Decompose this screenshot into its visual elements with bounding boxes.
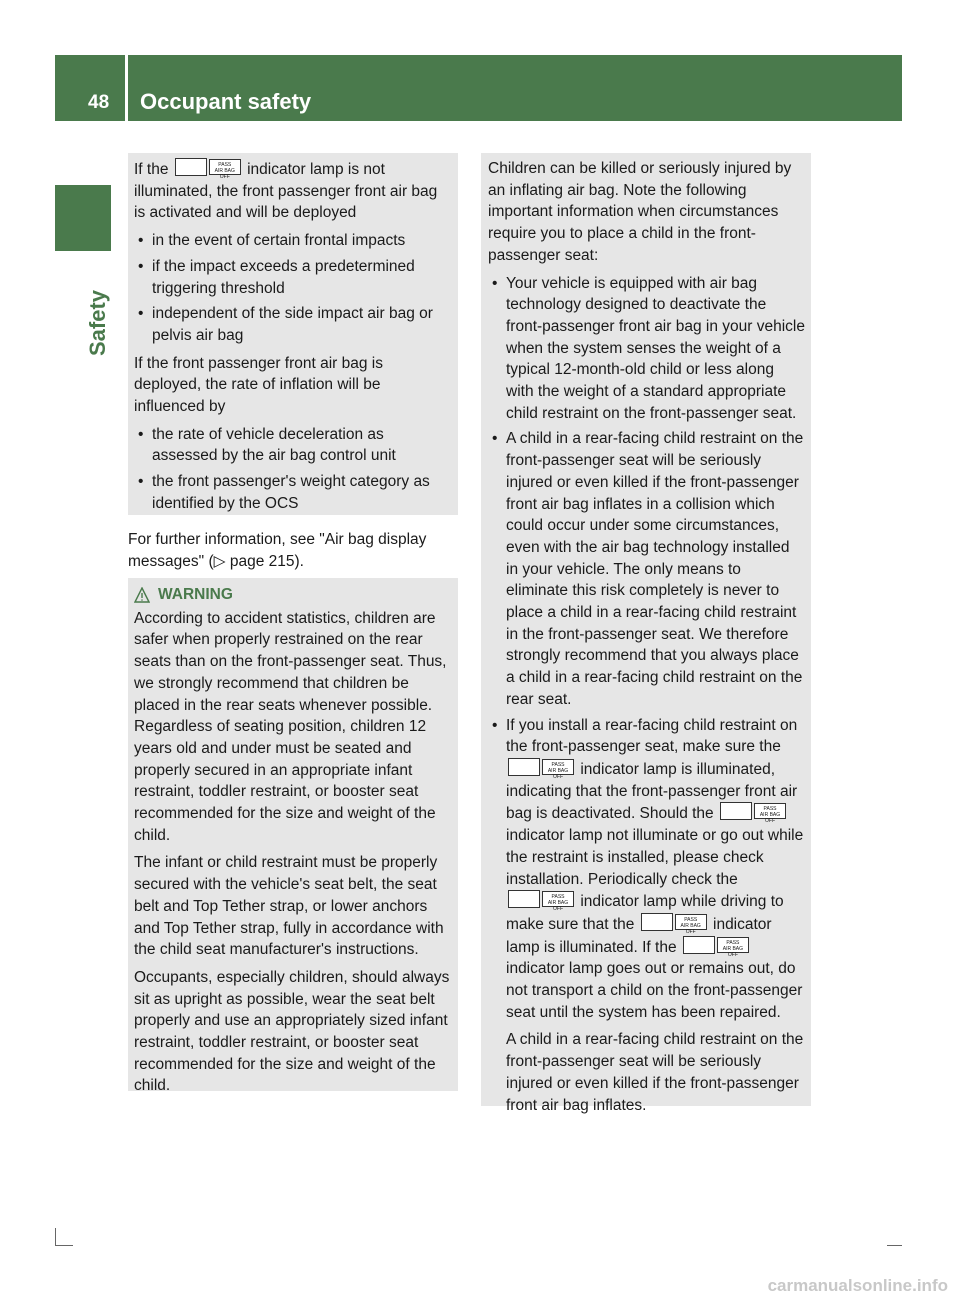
page-ref-arrow-icon: ▷: [213, 552, 226, 570]
list-item: • If you install a rear-facing child restraint on the front-passenger seat, make sure the PASS AIR BAG OFF indicator lamp is illuminated, indicating that the front-passenger front air bag is deactivated. Should the PASS AIR BAG OFF indicator lamp not illuminate or go out while the restraint is installed, please check installation. Periodically check the PASS AIR BAG OFF indicator lamp while driving to make sure that the PASS AIR BAG OFF indicator lamp is illuminated. If the PASS AIR BAG OFF indicator lamp goes out or remains out, do not transport a child on the front-passenger seat until the system has been repaired.: [492, 716, 804, 1021]
further-info-paragraph: For further information, see "Air bag display messages" (▷ page 215).: [128, 531, 427, 570]
left-intro-before: If the: [134, 161, 169, 178]
left-info-box: [128, 153, 458, 515]
right-info-box: [481, 153, 811, 1114]
right-followup-paragraph: A child in a rear-facing child restraint on the front-passenger seat will be seriously injured or even killed if the front-passenger front air bag inflates.: [506, 1031, 804, 1114]
watermark: carmanualsonline.info: [767, 1276, 948, 1295]
child-seat-icon: [641, 913, 673, 931]
child-seat-icon: [508, 758, 540, 776]
left-list-2: [134, 424, 452, 515]
crop-mark: [887, 1245, 902, 1246]
left-list-1: [134, 230, 452, 347]
child-seat-icon: [720, 802, 752, 820]
header-separator: [125, 55, 128, 121]
pass-airbag-off-indicator: [508, 758, 574, 780]
pass-airbag-off-icon: PASS AIR BAG OFF: [209, 159, 241, 175]
list-item: • Your vehicle is equipped with air bag technology designed to deactivate the front-passenger front air bag in your vehicle when the system senses the weight of a typical 12-month-old child or less along with the weight of a standard appropriate child restraint on the front-passenger seat.: [492, 274, 805, 422]
warning-triangle-icon: [134, 587, 150, 603]
left-intro-after: indicator lamp is not illuminated, the front passenger front air bag is activated and will be deployed: [134, 161, 438, 222]
list-item: • the rate of vehicle deceleration as assessed by the air bag control unit: [138, 425, 396, 465]
crop-mark: [55, 1245, 73, 1246]
pass-airbag-off-icon: PASS AIR BAG OFF: [542, 891, 574, 907]
right-intro-paragraph: Children can be killed or seriously injured by an inflating air bag. Note the following important information when circumstances require you to place a child in the front-passenger seat:: [488, 160, 792, 264]
sidebar-label-text: Safety: [85, 289, 110, 356]
child-seat-icon: [175, 158, 207, 176]
right-list: [488, 273, 805, 1024]
pass-airbag-off-icon: PASS AIR BAG OFF: [717, 937, 749, 953]
child-seat-icon: [508, 890, 540, 908]
pass-airbag-off-icon: PASS AIR BAG OFF: [754, 803, 786, 819]
pass-airbag-off-icon: PASS AIR BAG OFF: [542, 759, 574, 775]
list-item: • the front passenger's weight category as identified by the OCS: [138, 473, 430, 512]
page-number: 48: [88, 92, 110, 113]
list-item: • independent of the side impact air bag or pelvis air bag: [138, 305, 433, 344]
warning-heading: [134, 584, 452, 606]
warning-heading-text: WARNING: [158, 586, 233, 603]
warning-paragraph: According to accident statistics, children are safer when properly restrained on the rear seats than on the front-passenger seat. Thus, we strongly recommend that children be placed in the rear seats whenever possible. Regardless of seating position, children 12 years old and under must be seated and properly secured in an appropriate infant restraint, toddler restraint, or booster seat recommended for the size and weight of the child.: [134, 609, 447, 844]
sidebar-tab-marker: [55, 185, 111, 251]
pass-airbag-off-icon: PASS AIR BAG OFF: [675, 914, 707, 930]
crop-mark: [55, 1228, 56, 1246]
warning-paragraph: The infant or child restraint must be properly secured with the vehicle's seat belt, the seat belt and Top Tether strap, or lower anchors and Top Tether strap, fully in accordance with the child seat manufacturer's instructions.: [134, 854, 444, 959]
left-intro-paragraph: [134, 158, 452, 224]
child-seat-icon: [683, 936, 715, 954]
list-item: • in the event of certain frontal impacts: [138, 232, 406, 250]
section-title: Occupant safety: [140, 89, 312, 114]
left-paragraph-2: If the front passenger front air bag is deployed, the rate of inflation will be influenced by: [134, 354, 383, 416]
pass-airbag-off-indicator: [720, 802, 786, 825]
warning-box: [128, 578, 458, 1095]
list-item: • A child in a rear-facing child restraint on the front-passenger seat will be seriously injured or even killed if the front-passenger front air bag inflates in a collision which could occur under some circumstances, even with the air bag technology installed in your vehicle. The only means to eliminate this risk completely is never to place a child in a rear-facing child restraint in the front-passenger seat. We therefore strongly recommend that you always place a child in a rear-facing child restraint on the rear seat.: [492, 430, 804, 708]
sidebar-label: [85, 256, 117, 366]
warning-paragraph: Occupants, especially children, should always sit as upright as possible, wear the seat belt properly and use an appropriately sized infant restraint, toddler restraint, or booster seat recommended for the size and weight of the child.: [134, 968, 450, 1095]
pass-airbag-off-indicator: [508, 890, 574, 913]
pass-airbag-off-indicator: [683, 936, 749, 958]
pass-airbag-off-indicator: [641, 913, 707, 935]
pass-airbag-off-indicator: [175, 158, 241, 180]
list-item: • if the impact exceeds a predetermined triggering threshold: [138, 257, 415, 297]
